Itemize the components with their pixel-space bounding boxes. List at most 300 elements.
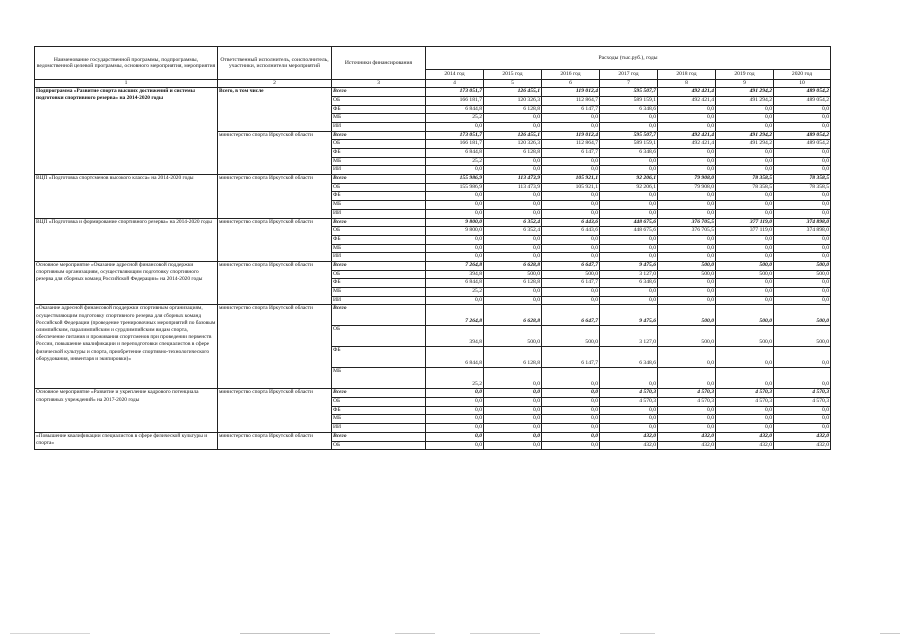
funding-source-cell: ИИ — [332, 424, 426, 433]
amount-cell: 126 455,1 — [484, 88, 542, 97]
amount-cell: 79 908,0 — [658, 183, 716, 192]
amount-cell: 0,0 — [484, 441, 542, 450]
amount-cell: 0,0 — [600, 201, 658, 210]
amount-cell: 0,0 — [658, 122, 716, 131]
amount-cell: 492 421,4 — [658, 140, 716, 149]
amount-cell: 6 443,6 — [542, 227, 600, 236]
amount-cell: 6 844,8 — [426, 105, 484, 114]
amount-cell: 0,0 — [658, 244, 716, 253]
amount-cell: 0,0 — [426, 389, 484, 398]
amount-cell: 120 326,3 — [484, 140, 542, 149]
amount-cell: 0,0 — [716, 296, 774, 305]
amount-cell: 0,0 — [716, 157, 774, 166]
amount-cell: 377 119,0 — [716, 218, 774, 227]
amount-cell: 6 128,8 — [484, 105, 542, 114]
amount-cell: 492 421,4 — [658, 88, 716, 97]
column-number: 8 — [658, 80, 716, 88]
funding-source-cell: ОБ — [332, 227, 426, 236]
amount-cell: 0,0 — [774, 235, 831, 244]
amount-cell: 0,0 — [542, 235, 600, 244]
funding-source-cell: ФБ — [332, 279, 426, 288]
header-year: 2019 год — [716, 70, 774, 80]
amount-cell: 0,0 — [542, 389, 600, 398]
amount-cell: 0,0 — [484, 253, 542, 262]
funding-source-cell: ОБ — [332, 183, 426, 192]
amount-cell: 0,0 — [484, 296, 542, 305]
amount-cell: 0,0 — [774, 288, 831, 297]
header-funding-source: Источники финансирования — [332, 47, 426, 80]
funding-source-cell: МБ — [332, 201, 426, 210]
amount-cell: 432,0 — [658, 432, 716, 441]
amount-cell: 6 348,6 — [600, 279, 658, 288]
funding-source-cell: МБ — [332, 114, 426, 123]
amount-cell: 92 206,1 — [600, 183, 658, 192]
amount-cell: 0,0 — [426, 166, 484, 175]
program-name-cell: Основное мероприятие «Развитие и укрепление кадрового потенциала спортивных учреждений» на 2017-2020 годы — [35, 389, 218, 432]
header-year: 2017 год — [600, 70, 658, 80]
program-name-cell: Основное мероприятие «Оказание адресной финансовой поддержки спортивным организациям, осуществляющим подготовку спортивного резерва для сборных команд Российской Федерации» на 2014-2020 годы — [35, 261, 218, 304]
amount-cell: 6 147,7 — [542, 279, 600, 288]
amount-cell: 595 507,7 — [600, 88, 658, 97]
amount-cell: 500,0 — [716, 270, 774, 279]
amount-cell: 491 294,2 — [716, 131, 774, 140]
amount-cell: 0,0 — [426, 122, 484, 131]
amount-cell: 0,0 — [542, 114, 600, 123]
table-row — [35, 432, 831, 441]
amount-cell: 0,0 — [542, 209, 600, 218]
amount-cell: 4 570,3 — [600, 389, 658, 398]
table-row — [35, 88, 831, 97]
amount-cell: 500,0 — [774, 270, 831, 279]
funding-source-cell: ФБ — [332, 192, 426, 201]
amount-cell: 500,0 — [658, 326, 716, 347]
amount-cell: 0,0 — [774, 244, 831, 253]
amount-cell: 0,0 — [658, 424, 716, 433]
amount-cell: 0,0 — [774, 253, 831, 262]
funding-source-cell: МБ — [332, 157, 426, 166]
amount-cell: 0,0 — [600, 122, 658, 131]
funding-source-cell: Всего — [332, 218, 426, 227]
amount-cell: 25,2 — [426, 114, 484, 123]
amount-cell: 0,0 — [484, 415, 542, 424]
amount-cell: 432,0 — [716, 432, 774, 441]
amount-cell: 0,0 — [716, 415, 774, 424]
amount-cell: 0,0 — [426, 235, 484, 244]
amount-cell: 432,0 — [716, 441, 774, 450]
executor-cell: министерство спорта Иркутской области — [218, 131, 332, 174]
amount-cell: 394,8 — [426, 270, 484, 279]
amount-cell: 0,0 — [716, 253, 774, 262]
amount-cell: 112 864,7 — [542, 140, 600, 149]
amount-cell: 0,0 — [600, 209, 658, 218]
amount-cell: 0,0 — [600, 114, 658, 123]
amount-cell: 4 570,3 — [774, 389, 831, 398]
executor-cell: министерство спорта Иркутской области — [218, 432, 332, 449]
amount-cell: 0,0 — [716, 209, 774, 218]
amount-cell: 0,0 — [658, 415, 716, 424]
amount-cell: 0,0 — [658, 279, 716, 288]
scan-artifacts — [0, 630, 905, 640]
amount-cell: 79 908,0 — [658, 175, 716, 184]
amount-cell: 0,0 — [600, 253, 658, 262]
amount-cell: 492 421,4 — [658, 131, 716, 140]
amount-cell: 4 570,3 — [600, 398, 658, 407]
header-year: 2018 год — [658, 70, 716, 80]
amount-cell: 120 326,3 — [484, 96, 542, 105]
funding-source-cell: ОБ — [332, 398, 426, 407]
amount-cell: 0,0 — [600, 296, 658, 305]
amount-cell: 448 675,6 — [600, 227, 658, 236]
funding-source-cell: Всего — [332, 88, 426, 97]
amount-cell: 0,0 — [600, 406, 658, 415]
amount-cell: 589 159,1 — [600, 140, 658, 149]
amount-cell: 432,0 — [600, 441, 658, 450]
amount-cell: 0,0 — [774, 406, 831, 415]
amount-cell: 0,0 — [426, 432, 484, 441]
amount-cell: 0,0 — [774, 347, 831, 368]
amount-cell: 4 570,3 — [658, 398, 716, 407]
amount-cell: 0,0 — [600, 166, 658, 175]
funding-source-cell: МБ — [332, 288, 426, 297]
funding-source-cell: ОБ — [332, 96, 426, 105]
amount-cell: 6 128,8 — [484, 347, 542, 368]
amount-cell: 6 348,6 — [600, 347, 658, 368]
amount-cell: 126 455,1 — [484, 131, 542, 140]
amount-cell: 6 628,8 — [484, 261, 542, 270]
program-name-cell: Подпрограмма «Развитие спорта высших достижений и системы подготовки спортивного резерва» на 2014-2020 годы — [35, 88, 218, 175]
column-number: 5 — [484, 80, 542, 88]
amount-cell: 500,0 — [484, 270, 542, 279]
amount-cell: 3 127,0 — [600, 326, 658, 347]
amount-cell: 92 206,1 — [600, 175, 658, 184]
amount-cell: 500,0 — [716, 305, 774, 326]
amount-cell: 166 181,7 — [426, 140, 484, 149]
amount-cell: 4 570,3 — [658, 389, 716, 398]
amount-cell: 0,0 — [716, 347, 774, 368]
funding-source-cell: ОБ — [332, 140, 426, 149]
amount-cell: 105 921,1 — [542, 183, 600, 192]
amount-cell: 4 570,3 — [716, 398, 774, 407]
column-number: 10 — [774, 80, 831, 88]
amount-cell: 0,0 — [542, 201, 600, 210]
amount-cell: 0,0 — [426, 441, 484, 450]
amount-cell: 0,0 — [542, 406, 600, 415]
header-year: 2015 год — [484, 70, 542, 80]
amount-cell: 0,0 — [484, 368, 542, 389]
table-row — [35, 305, 831, 326]
amount-cell: 0,0 — [658, 406, 716, 415]
amount-cell: 9 800,0 — [426, 218, 484, 227]
funding-source-cell: Всего — [332, 175, 426, 184]
amount-cell: 119 012,4 — [542, 131, 600, 140]
amount-cell: 0,0 — [426, 192, 484, 201]
amount-cell: 6 647,7 — [542, 261, 600, 270]
amount-cell: 500,0 — [658, 261, 716, 270]
amount-cell: 0,0 — [774, 209, 831, 218]
amount-cell: 3 127,0 — [600, 270, 658, 279]
amount-cell: 0,0 — [542, 192, 600, 201]
amount-cell: 0,0 — [658, 192, 716, 201]
amount-cell: 0,0 — [484, 114, 542, 123]
funding-source-cell: Всего — [332, 261, 426, 270]
amount-cell: 0,0 — [716, 424, 774, 433]
amount-cell: 0,0 — [774, 122, 831, 131]
funding-source-cell: Всего — [332, 389, 426, 398]
executor-cell: министерство спорта Иркутской области — [218, 218, 332, 261]
column-number: 2 — [218, 80, 332, 88]
amount-cell: 0,0 — [658, 235, 716, 244]
amount-cell: 0,0 — [484, 424, 542, 433]
funding-source-cell: ФБ — [332, 235, 426, 244]
amount-cell: 0,0 — [484, 398, 542, 407]
amount-cell: 0,0 — [774, 368, 831, 389]
header-year: 2020 год — [774, 70, 831, 80]
amount-cell: 0,0 — [542, 368, 600, 389]
amount-cell: 0,0 — [600, 244, 658, 253]
executor-cell: Всего, в том числе — [218, 88, 332, 131]
amount-cell: 6 443,6 — [542, 218, 600, 227]
funding-source-cell: ИИ — [332, 253, 426, 262]
amount-cell: 595 507,7 — [600, 131, 658, 140]
amount-cell: 0,0 — [716, 406, 774, 415]
program-name-cell: «Повышение квалификации специалистов в сфере физической культуры и спорта» — [35, 432, 218, 449]
amount-cell: 500,0 — [484, 326, 542, 347]
amount-cell: 0,0 — [426, 253, 484, 262]
amount-cell: 432,0 — [658, 441, 716, 450]
amount-cell: 0,0 — [542, 415, 600, 424]
amount-cell: 6 128,8 — [484, 149, 542, 158]
amount-cell: 0,0 — [542, 424, 600, 433]
amount-cell: 500,0 — [774, 305, 831, 326]
amount-cell: 0,0 — [484, 157, 542, 166]
amount-cell: 0,0 — [542, 398, 600, 407]
funding-source-cell: ИИ — [332, 122, 426, 131]
amount-cell: 9 475,6 — [600, 261, 658, 270]
amount-cell: 0,0 — [774, 192, 831, 201]
column-number: 3 — [332, 80, 426, 88]
amount-cell: 0,0 — [716, 201, 774, 210]
amount-cell: 0,0 — [774, 201, 831, 210]
expenditure-table — [34, 46, 831, 450]
amount-cell: 0,0 — [600, 368, 658, 389]
amount-cell: 0,0 — [658, 201, 716, 210]
amount-cell: 7 264,8 — [426, 305, 484, 326]
amount-cell: 500,0 — [542, 326, 600, 347]
amount-cell: 0,0 — [716, 105, 774, 114]
funding-source-cell: Всего — [332, 305, 426, 326]
funding-source-cell: ИИ — [332, 166, 426, 175]
amount-cell: 0,0 — [600, 235, 658, 244]
amount-cell: 78 358,5 — [716, 183, 774, 192]
amount-cell: 0,0 — [484, 288, 542, 297]
amount-cell: 489 054,2 — [774, 96, 831, 105]
amount-cell: 0,0 — [658, 296, 716, 305]
amount-cell: 0,0 — [658, 253, 716, 262]
amount-cell: 0,0 — [542, 157, 600, 166]
amount-cell: 0,0 — [774, 105, 831, 114]
amount-cell: 0,0 — [426, 424, 484, 433]
amount-cell: 492 421,4 — [658, 96, 716, 105]
amount-cell: 432,0 — [774, 441, 831, 450]
funding-source-cell: МБ — [332, 244, 426, 253]
header-year: 2014 год — [426, 70, 484, 80]
amount-cell: 155 986,9 — [426, 175, 484, 184]
budget-document — [34, 46, 830, 450]
header-expenses-group: Расходы (тыс.руб.), годы — [426, 47, 831, 70]
column-number: 9 — [716, 80, 774, 88]
amount-cell: 0,0 — [484, 235, 542, 244]
amount-cell: 376 705,5 — [658, 227, 716, 236]
amount-cell: 155 986,9 — [426, 183, 484, 192]
amount-cell: 78 358,5 — [716, 175, 774, 184]
amount-cell: 0,0 — [484, 166, 542, 175]
amount-cell: 0,0 — [542, 166, 600, 175]
amount-cell: 0,0 — [658, 114, 716, 123]
amount-cell: 500,0 — [716, 326, 774, 347]
amount-cell: 6 844,8 — [426, 347, 484, 368]
amount-cell: 432,0 — [774, 432, 831, 441]
amount-cell: 0,0 — [484, 201, 542, 210]
amount-cell: 25,2 — [426, 157, 484, 166]
amount-cell: 500,0 — [774, 261, 831, 270]
header-program-name: Наименование государственной программы, подпрограммы, ведомственной целевой программы, основного мероприятия, мероприятия — [35, 47, 218, 80]
amount-cell: 0,0 — [658, 105, 716, 114]
amount-cell: 0,0 — [542, 296, 600, 305]
column-number: 4 — [426, 80, 484, 88]
amount-cell: 0,0 — [658, 288, 716, 297]
funding-source-cell: ФБ — [332, 105, 426, 114]
funding-source-cell: МБ — [332, 415, 426, 424]
funding-source-cell: ОБ — [332, 270, 426, 279]
funding-source-cell: Всего — [332, 432, 426, 441]
amount-cell: 589 159,1 — [600, 96, 658, 105]
amount-cell: 0,0 — [484, 244, 542, 253]
amount-cell: 0,0 — [542, 441, 600, 450]
amount-cell: 6 647,7 — [542, 305, 600, 326]
executor-cell: министерство спорта Иркутской области — [218, 305, 332, 389]
column-number: 1 — [35, 80, 218, 88]
amount-cell: 0,0 — [716, 122, 774, 131]
amount-cell: 0,0 — [600, 424, 658, 433]
amount-cell: 112 864,7 — [542, 96, 600, 105]
amount-cell: 500,0 — [774, 326, 831, 347]
funding-source-cell: ОБ — [332, 326, 426, 347]
amount-cell: 394,8 — [426, 326, 484, 347]
program-name-cell: ВЦП «Подготовка спортсменов высокого класса» на 2014-2020 годы — [35, 175, 218, 218]
table-row — [35, 218, 831, 227]
amount-cell: 0,0 — [774, 149, 831, 158]
amount-cell: 0,0 — [774, 424, 831, 433]
funding-source-cell: ИИ — [332, 296, 426, 305]
amount-cell: 491 294,2 — [716, 88, 774, 97]
amount-cell: 500,0 — [658, 270, 716, 279]
amount-cell: 119 012,4 — [542, 88, 600, 97]
amount-cell: 0,0 — [542, 244, 600, 253]
amount-cell: 500,0 — [542, 270, 600, 279]
amount-cell: 0,0 — [658, 209, 716, 218]
amount-cell: 0,0 — [600, 157, 658, 166]
amount-cell: 6 348,6 — [600, 149, 658, 158]
amount-cell: 4 570,3 — [716, 389, 774, 398]
executor-cell: министерство спорта Иркутской области — [218, 175, 332, 218]
amount-cell: 0,0 — [774, 415, 831, 424]
program-name-cell: «Оказание адресной финансовой поддержки спортивным организациям, осуществляющим подготовку спортивного резерва для сборных команд Российской Федерации (проведение тренировочных мероприятий по базовым олимпийским, паралимпийским и сурдлимпийским видам спорта, обеспечение питания и проживания спортсменов при проведении первенств России, повышение квалификации и переподготовки специалистов в сфере физической культуры и спорта, приобретение спортивно-технологического оборудования, инвентаря и экипировки)» — [35, 305, 218, 389]
amount-cell: 6 628,8 — [484, 305, 542, 326]
amount-cell: 25,2 — [426, 368, 484, 389]
amount-cell: 0,0 — [542, 122, 600, 131]
amount-cell: 0,0 — [658, 368, 716, 389]
amount-cell: 0,0 — [774, 114, 831, 123]
amount-cell: 489 054,2 — [774, 88, 831, 97]
amount-cell: 25,2 — [426, 288, 484, 297]
amount-cell: 166 181,7 — [426, 96, 484, 105]
amount-cell: 0,0 — [716, 279, 774, 288]
amount-cell: 4 570,3 — [774, 398, 831, 407]
executor-cell: министерство спорта Иркутской области — [218, 389, 332, 432]
table-row — [35, 175, 831, 184]
funding-source-cell: МБ — [332, 368, 426, 389]
amount-cell: 0,0 — [426, 415, 484, 424]
amount-cell: 78 358,5 — [774, 183, 831, 192]
amount-cell: 0,0 — [774, 157, 831, 166]
amount-cell: 173 051,7 — [426, 131, 484, 140]
amount-cell: 0,0 — [658, 166, 716, 175]
executor-cell: министерство спорта Иркутской области — [218, 261, 332, 304]
column-number: 6 — [542, 80, 600, 88]
header-executor: Ответственный исполнитель, соисполнитель, участники, исполнители мероприятий — [218, 47, 332, 80]
amount-cell: 0,0 — [426, 398, 484, 407]
amount-cell: 0,0 — [716, 368, 774, 389]
amount-cell: 0,0 — [774, 166, 831, 175]
amount-cell: 0,0 — [484, 122, 542, 131]
funding-source-cell: ИИ — [332, 209, 426, 218]
amount-cell: 6 844,8 — [426, 279, 484, 288]
amount-cell: 374 898,0 — [774, 218, 831, 227]
funding-source-cell: ФБ — [332, 347, 426, 368]
amount-cell: 7 264,8 — [426, 261, 484, 270]
amount-cell: 376 705,5 — [658, 218, 716, 227]
amount-cell: 0,0 — [484, 432, 542, 441]
amount-cell: 6 844,8 — [426, 149, 484, 158]
amount-cell: 0,0 — [542, 288, 600, 297]
amount-cell: 113 473,9 — [484, 175, 542, 184]
amount-cell: 0,0 — [716, 149, 774, 158]
amount-cell: 0,0 — [774, 296, 831, 305]
funding-source-cell: ФБ — [332, 149, 426, 158]
amount-cell: 500,0 — [658, 305, 716, 326]
amount-cell: 0,0 — [658, 157, 716, 166]
amount-cell: 9 475,6 — [600, 305, 658, 326]
amount-cell: 0,0 — [484, 389, 542, 398]
amount-cell: 377 119,0 — [716, 227, 774, 236]
funding-source-cell: Всего — [332, 131, 426, 140]
amount-cell: 9 800,0 — [426, 227, 484, 236]
header-year: 2016 год — [542, 70, 600, 80]
amount-cell: 432,0 — [600, 432, 658, 441]
amount-cell: 0,0 — [774, 279, 831, 288]
amount-cell: 6 147,7 — [542, 149, 600, 158]
amount-cell: 448 675,6 — [600, 218, 658, 227]
amount-cell: 0,0 — [600, 415, 658, 424]
amount-cell: 0,0 — [484, 209, 542, 218]
amount-cell: 0,0 — [658, 149, 716, 158]
table-row — [35, 261, 831, 270]
amount-cell: 0,0 — [716, 288, 774, 297]
amount-cell: 0,0 — [426, 406, 484, 415]
amount-cell: 500,0 — [716, 261, 774, 270]
amount-cell: 0,0 — [600, 288, 658, 297]
amount-cell: 0,0 — [658, 347, 716, 368]
